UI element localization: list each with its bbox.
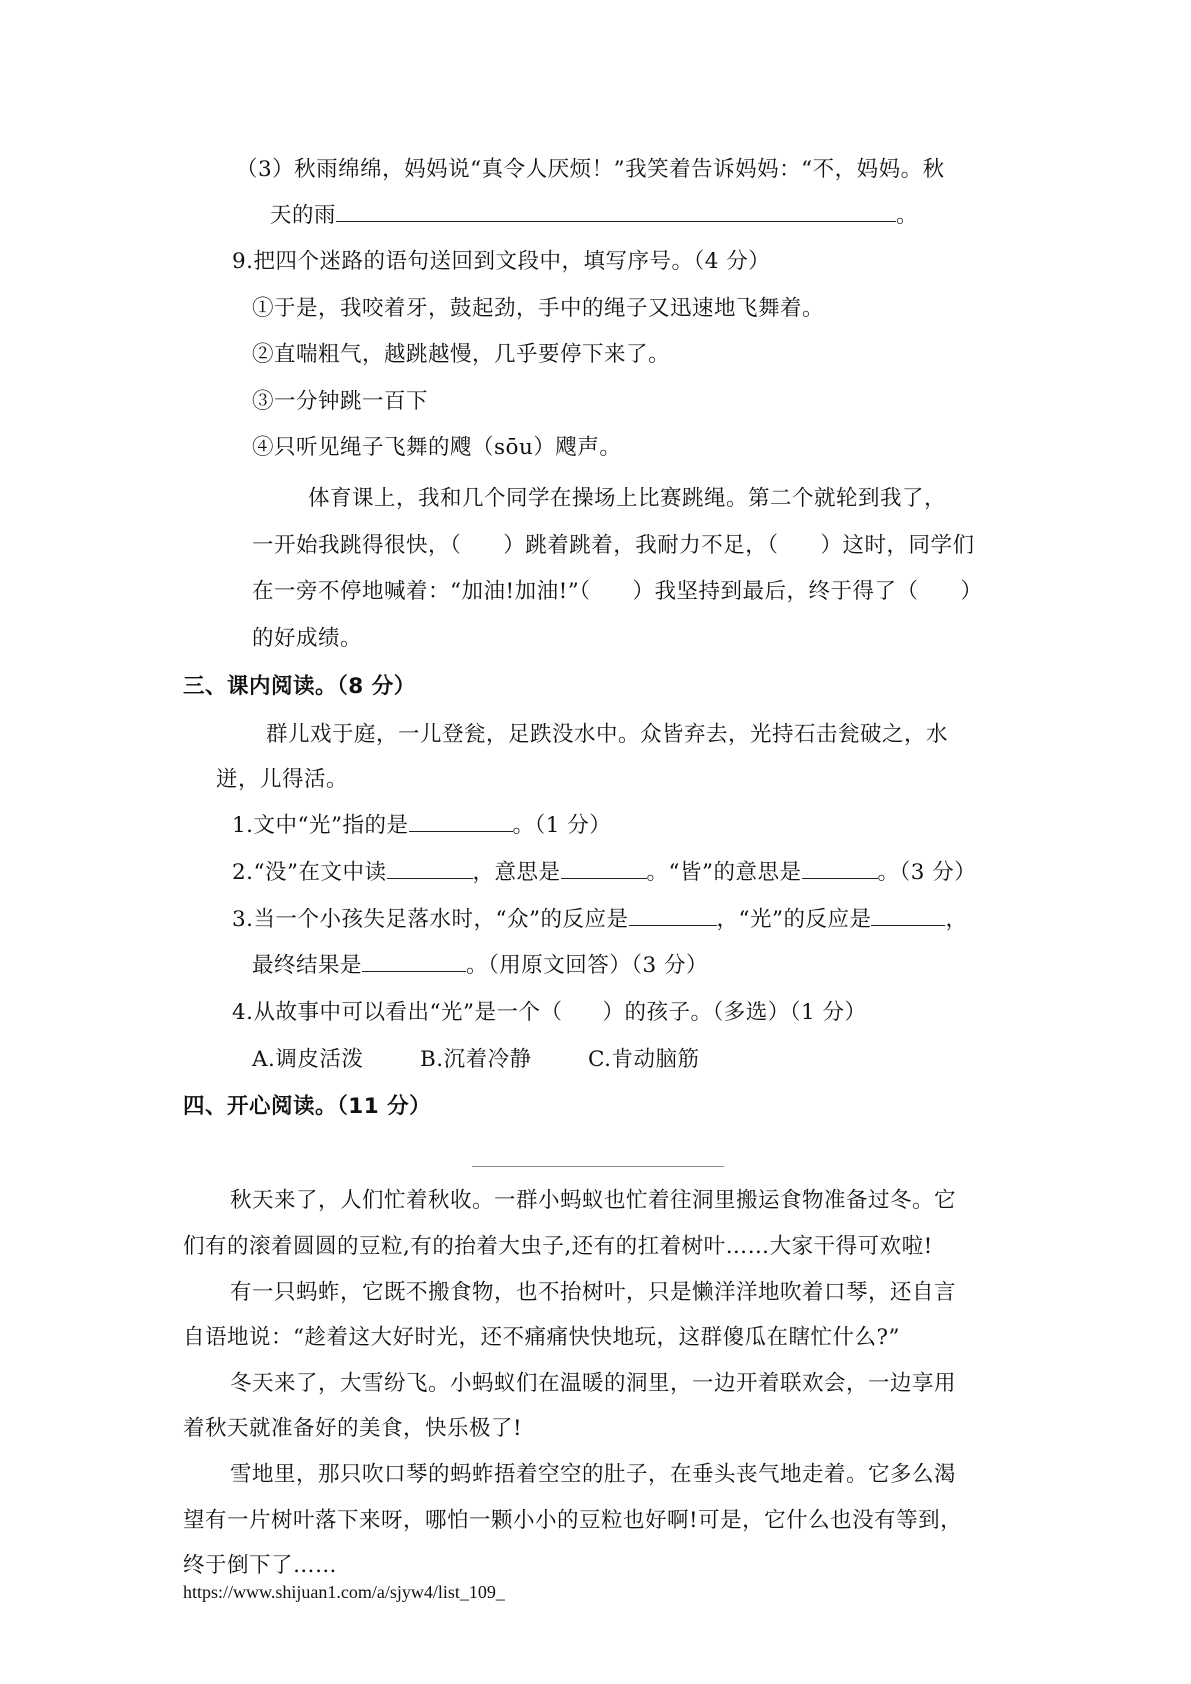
q9-option-4: ④只听见绳子飞舞的飕（sōu）飕声。: [252, 435, 622, 460]
section3-q3-text-b: ，“光”的反应是: [716, 907, 872, 932]
section3-heading: 三、课内阅读。（8 分）: [183, 674, 416, 699]
section3-q4-text-b: ）的孩子。（多选）（1 分）: [602, 1000, 867, 1025]
footer-url[interactable]: https://www.shijuan1.com/a/sjyw4/list_109_: [183, 1582, 505, 1602]
section3-q1-blank[interactable]: [409, 811, 513, 832]
section3-q3-blank-1[interactable]: [629, 905, 717, 926]
section3-text-line2: 迸，儿得活。: [216, 767, 349, 792]
section3-q2-score: 。（3 分）: [877, 860, 977, 885]
section3-q2-text-a: 2.“没”在文中读: [232, 860, 387, 885]
q9-passage-line2-c: ）这时，同学们: [820, 533, 975, 558]
section3-q4: [232, 998, 867, 1028]
story-line-3: 有一只蚂蚱，它既不搬食物，也不抬树叶，只是懒洋洋地吹着口琴，还自言: [230, 1280, 957, 1305]
story-line-4: 自语地说：“趁着这大好时光，还不痛痛快快地玩，这群傻瓜在瞎忙什么?”: [183, 1325, 901, 1350]
q9-passage-line3-a: 在一旁不停地喊着：“加油!加油!”（: [252, 579, 591, 604]
q9-prompt: 9.把四个迷路的语句送回到文段中，填写序号。（4 分）: [232, 249, 771, 274]
section3-q4-text-a: 4.从故事中可以看出“光”是一个（: [232, 1000, 563, 1025]
q9-passage-line3: [252, 577, 983, 607]
section3-q3-text-c: ，: [945, 907, 968, 932]
section3-q2-blank-1[interactable]: [387, 858, 473, 879]
section3-q3-blank-3[interactable]: [362, 951, 466, 972]
story-line-1: 秋天来了，人们忙着秋收。一群小蚂蚁也忙着往洞里搬运食物准备过冬。它: [230, 1188, 957, 1213]
section3-q1-score: 。（1 分）: [512, 813, 612, 838]
q9-passage-line3-b: ）我坚持到最后，终于得了（: [632, 579, 919, 604]
q9-passage-line3-c: ）: [960, 579, 983, 604]
story-line-6: 着秋天就准备好的美食，快乐极了!: [183, 1416, 523, 1441]
section3-q2-text-c: 。“皆”的意思是: [646, 860, 802, 885]
q9-option-3: ③一分钟跳一百下: [252, 389, 429, 414]
q8-item3-line2: [270, 201, 918, 231]
divider-line: [472, 1166, 724, 1167]
story-line-2: 们有的滚着圆圆的豆粒,有的抬着大虫子,还有的扛着树叶……大家干得可欢啦!: [183, 1234, 933, 1259]
section3-q3-text-a: 3.当一个小孩失足落水时，“众”的反应是: [232, 907, 629, 932]
story-line-7: 雪地里，那只吹口琴的蚂蚱捂着空空的肚子，在垂头丧气地走着。它多么渴: [230, 1462, 957, 1487]
q8-item3-line2-start: 天的雨: [270, 203, 337, 228]
choice-b[interactable]: B.沉着冷静: [420, 1047, 532, 1072]
story-line-8: 望有一片树叶落下来呀，哪怕一颗小小的豆粒也好啊!可是，它什么也没有等到，: [183, 1508, 963, 1533]
q9-passage-line4: 的好成绩。: [252, 626, 363, 651]
section3-q2-blank-3[interactable]: [802, 858, 878, 879]
section3-q2-text-b: ，意思是: [472, 860, 561, 885]
story-line-5: 冬天来了，大雪纷飞。小蚂蚁们在温暖的洞里，一边开着联欢会，一边享用: [230, 1371, 957, 1396]
section3-q4-choices: [252, 1045, 700, 1075]
section3-q2-blank-2[interactable]: [561, 858, 647, 879]
q9-passage-line1: 体育课上，我和几个同学在操场上比赛跳绳。第二个就轮到我了，: [308, 486, 947, 511]
choice-a[interactable]: A.调皮活泼: [252, 1047, 364, 1072]
section3-q1: [232, 811, 611, 841]
q8-item3-answer-blank[interactable]: [336, 201, 896, 222]
section3-text-line1: 群儿戏于庭，一儿登瓮，足跌没水中。众皆弃去，光持石击瓮破之，水: [266, 722, 949, 747]
section3-q3-line1: [232, 905, 968, 935]
section3-q3-line2: [252, 951, 708, 981]
story-line-9: 终于倒下了……: [183, 1553, 338, 1578]
section3-q3-score: 。（用原文回答）（3 分）: [466, 953, 709, 978]
choice-c[interactable]: C.肯动脑筋: [588, 1047, 700, 1072]
q8-item3-line2-end: 。: [896, 203, 919, 228]
q8-item3-line1: （3）秋雨绵绵，妈妈说“真令人厌烦！”我笑着告诉妈妈：“不，妈妈。秋: [236, 157, 945, 182]
q9-passage-line2: [252, 531, 975, 561]
q9-option-1: ①于是，我咬着牙，鼓起劲，手中的绳子又迅速地飞舞着。: [252, 296, 825, 321]
section4-heading: 四、开心阅读。（11 分）: [183, 1094, 432, 1119]
section3-q2: [232, 858, 976, 888]
section3-q3-blank-2[interactable]: [871, 905, 945, 926]
section3-q3-text-d: 最终结果是: [252, 953, 363, 978]
q9-passage-line2-a: 一开始我跳得很快，（: [252, 533, 462, 558]
section3-q1-text: 1.文中“光”指的是: [232, 813, 409, 838]
q9-passage-line2-b: ）跳着跳着，我耐力不足，（: [503, 533, 779, 558]
q9-option-2: ②直喘粗气，越跳越慢，几乎要停下来了。: [252, 342, 671, 367]
